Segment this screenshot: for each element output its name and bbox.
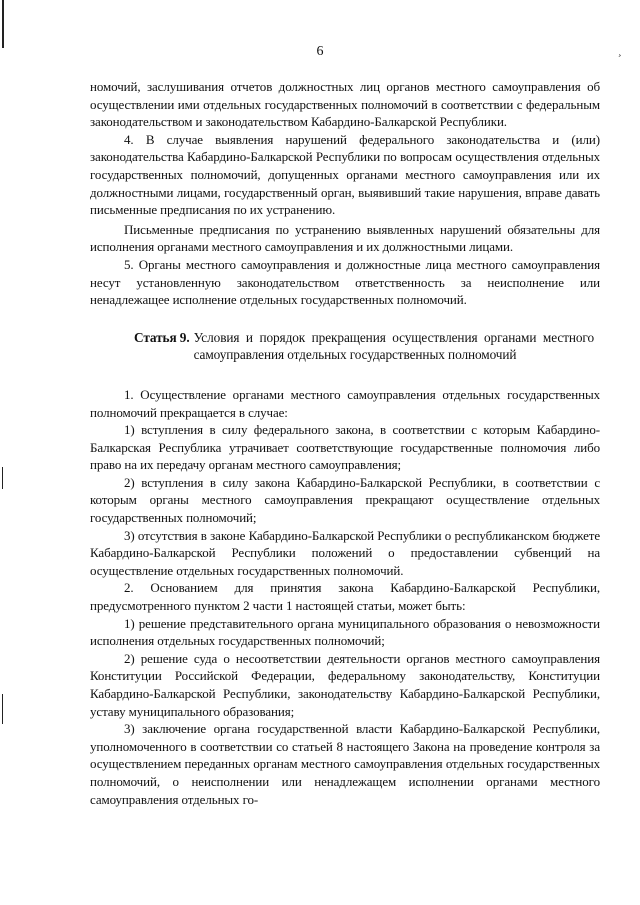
paragraph: 2) решение суда о несоответствии деятельности органов местного самоуправления Конституции Российской Федерации, федеральному законодательству, Конституции Кабардино-Балкарской Республики, законодательству Кабардино-Балкарской Республики, уставу муниципального образования; — [90, 650, 600, 719]
paragraph: 5. Органы местного самоуправления и должностные лица местного самоуправления несут установленную законодательством ответственность за неисполнение или ненадлежащее исполнение отдельных государственных полномочий. — [90, 256, 600, 308]
paragraph: 3) заключение органа государственной власти Кабардино-Балкарской Республики, уполномоченного в соответствии со статьей 8 настоящего Закона на проведение контроля за осуществлением переданных органам местного самоуправления отдельных государственных полномочий, о неисполнении или ненадлежащем исполнении органами местного самоуправления отдельных го- — [90, 721, 600, 807]
page-number: 6 — [316, 44, 324, 59]
corner-mark: ¸ — [618, 46, 622, 57]
scan-edge-mid-1 — [2, 467, 3, 489]
paragraph: 1) вступления в силу федерального закона, в соответствии с которым Кабардино-Балкарская Республика утрачивает соответствующие государственные полномочия либо право на их передачу органам местного самоуправления; — [90, 422, 600, 473]
paragraph: 1. Осуществление органами местного самоуправления отдельных государственных полномочий прекращается в случае: — [90, 386, 600, 420]
article-number: Статья 9. — [134, 329, 190, 345]
article-title: Условия и порядок прекращения осуществления органами местного самоуправления отдельных государственных полномочий — [193, 329, 594, 363]
paragraph: 2) вступления в силу закона Кабардино-Балкарской Республики, в соответствии с которым органы местного самоуправления прекращают осуществление отдельных государственных полномочий; — [90, 474, 600, 526]
scan-edge-mid-2 — [2, 694, 3, 724]
article-heading — [134, 329, 594, 364]
paragraph: 2. Основанием для принятия закона Кабардино-Балкарской Республики, предусмотренного пунктом 2 части 1 настоящей статьи, может быть: — [90, 580, 600, 614]
document-body — [90, 78, 600, 808]
paragraph: 3) отсутствия в законе Кабардино-Балкарской Республики о республиканском бюджете Кабардино-Балкарской Республики положений о предоставлении субвенций на осуществление отдельных государственных полномочий. — [90, 527, 600, 578]
paragraph: Письменные предписания по устранению выявленных нарушений обязательны для исполнения органами местного самоуправления и их должностными лицами. — [90, 221, 600, 255]
paragraph: номочий, заслушивания отчетов должностных лиц органов местного самоуправления об осуществлении ими отдельных государственных полномочий в соответствии с федеральным законодательством и законодательством Кабардино-Балкарской Республики. — [90, 79, 600, 130]
paragraph: 4. В случае выявления нарушений федерального законодательства и (или) законодательства Кабардино-Балкарской Республики по вопросам осуществления отдельных государственных полномочий, допущенных органами местного самоуправления или их должностными лицами, государственный орган, выявивший такие нарушения, вправе давать письменные предписания по их устранению. — [90, 131, 600, 218]
scan-edge-top — [2, 0, 4, 48]
paragraph: 1) решение представительного органа муниципального образования о невозможности исполнения отдельных государственных полномочий; — [90, 615, 600, 649]
